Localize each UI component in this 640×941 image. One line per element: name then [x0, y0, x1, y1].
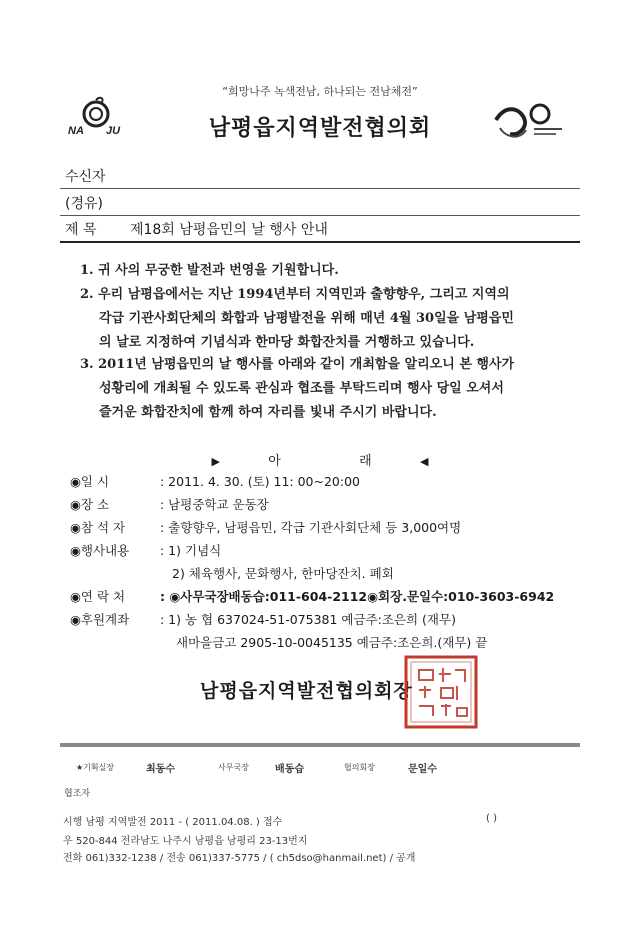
detail-program — [0, 541, 640, 561]
approval-role-1: ★기획실장 — [76, 763, 115, 772]
slogan: “희망나주 녹색전남, 하나되는 전남체전” — [222, 85, 418, 98]
divider — [60, 241, 580, 243]
recipient-label: 수신자 — [65, 169, 106, 185]
detail-place-value: : 남평중학교 운동장 — [160, 497, 269, 512]
detail-account-label: ◉후원계좌 — [70, 612, 130, 627]
detail-account — [0, 610, 640, 630]
detail-place-label: ◉장 소 — [70, 497, 110, 512]
approval-divider — [60, 743, 580, 747]
approval-role-3: 협의회장 — [344, 763, 375, 772]
detail-program-label: ◉행사내용 — [70, 543, 130, 558]
subject-label: 제 목 — [65, 222, 97, 238]
below-heading — [0, 450, 640, 469]
cooperator-label: 협조자 — [64, 789, 91, 799]
body-line: 즐거운 화합잔치에 함께 하여 자리를 빛내 주시기 바랍니다. — [99, 405, 437, 420]
divider — [60, 188, 580, 189]
detail-attendees — [0, 518, 640, 538]
org-title: 남평읍지역발전협의회 — [208, 116, 432, 141]
contact-line: 전화 061)332-1238 / 전송 061)337-5775 / ( ch5dso@hanmail.net) / 공개 — [63, 853, 416, 864]
detail-contact — [0, 587, 640, 607]
address-line: 우 520-844 전라남도 나주시 남평읍 남평리 23-13번지 — [63, 836, 308, 847]
below-word-2: 래 — [359, 454, 372, 469]
body-line: 1. 귀 사의 무궁한 발전과 번영을 기원합니다. — [80, 263, 339, 278]
body-line: 의 날로 지정하여 기념식과 한마당 화합잔치를 거행하고 있습니다. — [99, 335, 475, 350]
detail-contact-label: ◉연 락 처 — [70, 589, 126, 604]
body-line: 3. 2011년 남평읍민의 날 행사를 아래와 같이 개최함을 알리오니 본 행사가 — [80, 357, 515, 372]
right-triangle-icon: ▶ — [211, 455, 221, 468]
below-word-1: 아 — [268, 454, 281, 469]
naju-logo-text-ju: JU — [106, 125, 121, 137]
detail-contact-value: : ◉사무국장배동습:011-604-2112◉회장.문일수:010-3603-6942 — [160, 589, 555, 604]
approval-role-2: 사무국장 — [218, 763, 249, 772]
body-line: 2. 우리 남평읍에서는 지난 1994년부터 지역민과 출향향우, 그리고 지역의 — [80, 287, 510, 302]
via-label: (경유) — [65, 196, 103, 212]
signature-title: 남평읍지역발전협의회장 — [200, 680, 413, 702]
detail-account-value-2: 새마을금고 2905-10-0045135 예금주:조은희.(재무) 끝 — [176, 635, 488, 650]
approval-name-1: 최동수 — [146, 764, 175, 775]
detail-date-value: : 2011. 4. 30. (토) 11: 00~20:00 — [160, 474, 360, 489]
reception-box: ( ) — [486, 813, 497, 824]
detail-account-cont — [0, 633, 640, 653]
enforcement-line: 시행 남평 지역발전 2011 - ( 2011.04.08. ) 접수 — [63, 817, 283, 828]
subject-value: 제18회 남평읍민의 날 행사 안내 — [130, 222, 328, 238]
detail-attendees-value: : 출향향우, 남평읍민, 각급 기관사회단체 등 3,000여명 — [160, 520, 462, 535]
games-emblem-logo — [490, 100, 568, 146]
detail-program-cont — [0, 564, 640, 584]
naju-logo-text-na: NA — [68, 125, 84, 137]
detail-program-value-2: 2) 체육행사, 문화행사, 한마당잔치. 폐회 — [172, 566, 394, 581]
approval-name-2: 배동습 — [275, 764, 304, 775]
detail-place — [0, 495, 640, 515]
detail-attendees-label: ◉참 석 자 — [70, 520, 126, 535]
approval-name-3: 문일수 — [408, 764, 437, 775]
detail-program-value-1: : 1) 기념식 — [160, 543, 222, 558]
detail-account-value-1: : 1) 농 협 637024-51-075381 예금주:조은희 (재무) — [160, 612, 456, 627]
detail-date-label: ◉일 시 — [70, 474, 110, 489]
detail-date — [0, 472, 640, 492]
left-triangle-icon: ◀ — [419, 455, 429, 468]
body-line: 각급 기관사회단체의 화합과 남평발전을 위해 매년 4월 30일을 남평읍민 — [99, 311, 514, 326]
divider — [60, 215, 580, 216]
body-line: 성황리에 개최될 수 있도록 관심과 협조를 부탁드리며 행사 당일 오셔서 — [99, 381, 504, 396]
official-seal — [403, 654, 479, 730]
